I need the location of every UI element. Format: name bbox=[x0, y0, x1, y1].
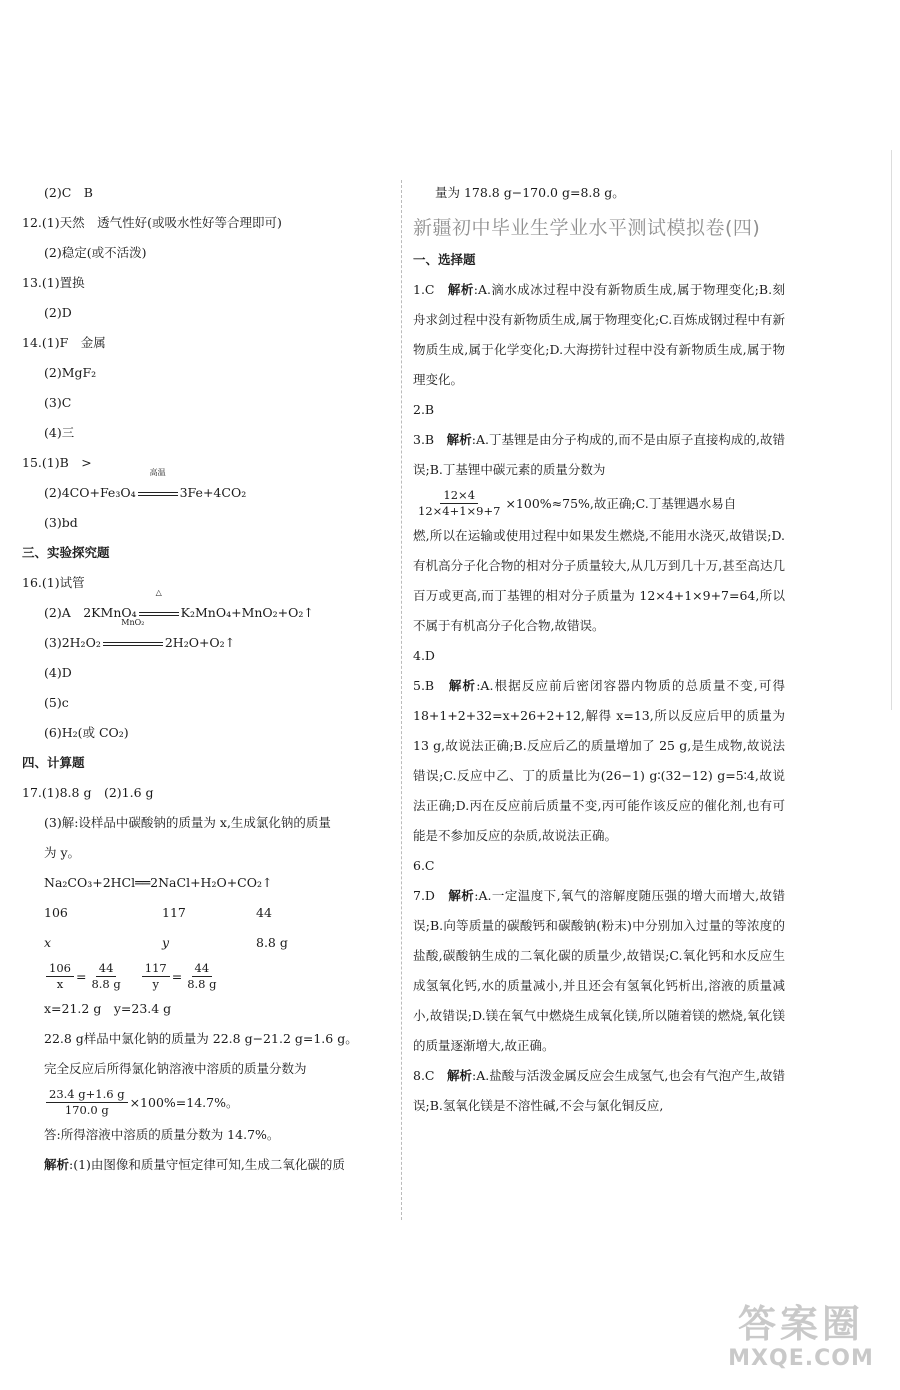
eq-left: (3)2H₂O₂ bbox=[44, 635, 101, 650]
page-edge-line bbox=[891, 150, 892, 710]
column-divider bbox=[401, 180, 403, 1220]
ratio-cell: 44 bbox=[256, 905, 272, 920]
analysis-text: :A.滴水成冰过程中没有新物质生成,属于物理变化;B.刻舟求剑过程中没有新物质生成,属于物理变化;C.百炼成钢过程中有新物质生成,属于化学变化;D.大海捞针过程中没有新物质生成,属于物理变化。 bbox=[413, 282, 785, 387]
answer-line: (3)C bbox=[44, 395, 72, 410]
answer-line: (5)c bbox=[44, 695, 69, 710]
ratio-cell: 8.8 g bbox=[256, 935, 288, 950]
fraction-tail: ×100%≈75%,故正确;C.丁基锂遇水易自 bbox=[505, 496, 737, 511]
watermark-url: MXQE.COM bbox=[728, 1346, 874, 1371]
analysis-text: :A.盐酸与活泼金属反应会生成氢气,也会有气泡产生,故错误;B.氢氧化镁是不溶性碱,不会与氯化铜反应, bbox=[413, 1068, 785, 1113]
equation-line: Na₂CO₃+2HCl══2NaCl+H₂O+CO₂↑ bbox=[44, 875, 273, 890]
denominator: 8.8 g bbox=[187, 976, 217, 991]
analysis-label: 解析 bbox=[447, 1068, 473, 1083]
ratio-row bbox=[22, 928, 392, 958]
analysis-label: 解析 bbox=[44, 1157, 70, 1172]
reaction-condition bbox=[138, 468, 178, 508]
question-4: 4.D bbox=[413, 648, 435, 663]
question-8 bbox=[413, 1061, 785, 1121]
answer-line: 量为 178.8 g−170.0 g=8.8 g。 bbox=[435, 185, 625, 200]
equation-line bbox=[22, 468, 392, 508]
ratio-cell: 117 bbox=[162, 905, 186, 920]
analysis-label: 解析 bbox=[446, 432, 472, 447]
numerator: 23.4 g+1.6 g bbox=[46, 1087, 128, 1103]
answer-line: 14.(1)F 金属 bbox=[22, 335, 106, 350]
question-number: 1.C bbox=[413, 282, 448, 297]
denominator: x bbox=[56, 976, 64, 991]
eq-left: (2)A 2KMnO₄ bbox=[44, 605, 137, 620]
fraction bbox=[184, 961, 219, 992]
answer-line: (2)D bbox=[44, 305, 72, 320]
question-6: 6.C bbox=[413, 858, 435, 873]
fraction bbox=[46, 961, 74, 992]
denominator: 12×4+1×9+7 bbox=[418, 503, 501, 518]
question-number: 7.D bbox=[413, 888, 449, 903]
denominator: 170.0 g bbox=[64, 1102, 109, 1117]
question-number: 3.B bbox=[413, 432, 447, 447]
exam-title: 新疆初中毕业生学业水平测试模拟卷(四) bbox=[413, 217, 761, 239]
answer-line: 22.8 g样品中氯化钠的质量为 22.8 g−21.2 g=1.6 g。 bbox=[44, 1031, 358, 1046]
numerator: 117 bbox=[142, 961, 170, 977]
condition-text: 高温 bbox=[149, 468, 166, 477]
fraction bbox=[415, 488, 503, 519]
watermark-text: 答案圈 bbox=[737, 1302, 864, 1346]
reaction-condition bbox=[103, 618, 163, 658]
answer-line: (4)三 bbox=[44, 425, 75, 440]
fraction-tail: ×100%=14.7%。 bbox=[129, 1095, 239, 1110]
left-column bbox=[22, 178, 392, 1180]
answer-line: x=21.2 g y=23.4 g bbox=[44, 1001, 172, 1016]
answer-line: 为 y。 bbox=[44, 845, 81, 860]
answer-line: (2)稳定(或不活泼) bbox=[44, 245, 147, 260]
answer-line: 17.(1)8.8 g (2)1.6 g bbox=[22, 785, 154, 800]
condition-text: MnO₂ bbox=[121, 618, 145, 627]
question-2: 2.B bbox=[413, 402, 435, 417]
numerator: 44 bbox=[96, 961, 117, 977]
answer-line: (6)H₂(或 CO₂) bbox=[44, 725, 129, 740]
right-column bbox=[413, 178, 785, 1121]
analysis-text: :A.丁基锂是由分子构成的,而不是由原子直接构成的,故错误;B.丁基锂中碳元素的质量分数为 bbox=[413, 432, 785, 477]
section-heading: 四、计算题 bbox=[22, 755, 85, 770]
question-number: 8.C bbox=[413, 1068, 448, 1083]
answer-line: (4)D bbox=[44, 665, 72, 680]
numerator: 12×4 bbox=[440, 488, 478, 504]
equation-line bbox=[22, 588, 392, 628]
watermark-logo bbox=[716, 1302, 886, 1380]
ratio-cell: y bbox=[162, 935, 170, 950]
fraction bbox=[46, 1087, 128, 1118]
fraction bbox=[142, 961, 170, 992]
numerator: 44 bbox=[192, 961, 213, 977]
analysis-label: 解析 bbox=[448, 678, 477, 693]
analysis-text: :(1)由图像和质量守恒定律可知,生成二氧化碳的质 bbox=[69, 1157, 345, 1172]
ratio-cell: x bbox=[44, 935, 52, 950]
denominator: y bbox=[152, 976, 159, 991]
analysis-text: :A.根据反应前后密闭容器内物质的总质量不变,可得 18+1+2+32=x+26+2+12,解得 x=13,所以反应后甲的质量为 13 g,故说法正确;B.反应后乙的质量增加了 25 g,是生成物,故说法错误;C.反应中乙、丁的质量比为(26−1) g∶(32−12) g=5∶4,故说法正确;D.丙在反应前后质量不变,丙可能作该反应的催化剂,也有可能是不参加反应的杂质,故说法正确。 bbox=[413, 678, 785, 843]
ratio-row bbox=[22, 898, 392, 928]
analysis-label: 解析 bbox=[447, 282, 474, 297]
question-3 bbox=[413, 425, 785, 485]
answer-line: 13.(1)置换 bbox=[22, 275, 85, 290]
answer-line: (3)解:设样品中碳酸钠的质量为 x,生成氯化钠的质量 bbox=[44, 815, 331, 830]
eq-left: (2)4CO+Fe₃O₄ bbox=[44, 485, 136, 500]
question-5 bbox=[413, 671, 785, 851]
ratio-cell: 106 bbox=[44, 905, 68, 920]
answer-line: 答:所得溶液中溶质的质量分数为 14.7%。 bbox=[44, 1127, 280, 1142]
answer-line: 12.(1)天然 透气性好(或吸水性好等合理即可) bbox=[22, 215, 282, 230]
answer-line: 16.(1)试管 bbox=[22, 575, 85, 590]
analysis-text: 燃,所以在运输或使用过程中如果发生燃烧,不能用水浇灭,故错误;D.有机高分子化合物的相对分子质量较大,从几万到几十万,甚至高达几百万或更高,而丁基锂的相对分子质量为 12×4+1×9+7=64,所以不属于有机高分子化合物,故错误。 bbox=[413, 528, 785, 633]
eq-right: 3Fe+4CO₂ bbox=[179, 485, 247, 500]
answer-line: (2)MgF₂ bbox=[44, 365, 97, 380]
mass-fraction-line bbox=[413, 485, 785, 521]
answer-line: (2)C B bbox=[44, 185, 93, 200]
question-1 bbox=[413, 275, 785, 395]
condition-text: △ bbox=[155, 588, 162, 597]
eq-right: K₂MnO₄+MnO₂+O₂↑ bbox=[180, 605, 314, 620]
analysis-label: 解析 bbox=[448, 888, 475, 903]
analysis-text: :A.一定温度下,氧气的溶解度随压强的增大而增大,故错误;B.向等质量的碳酸钙和碳酸钠(粉末)中分别加入过量的等浓度的盐酸,碳酸钠生成的二氧化碳的质量少,故错误;C.氧化钙和水反应生成氢氧化钙,水的质量减小,并且还会有氢氧化钙析出,溶液的质量减小,故错误;D.镁在氧气中燃烧生成氧化镁,所以随着镁的燃烧,氧化镁的质量逐渐增大,故正确。 bbox=[413, 888, 785, 1053]
section-heading: 三、实验探究题 bbox=[22, 545, 110, 560]
question-7 bbox=[413, 881, 785, 1061]
percentage-line bbox=[22, 1084, 392, 1120]
equation-line bbox=[22, 618, 392, 658]
answer-line: 15.(1)B > bbox=[22, 455, 92, 470]
denominator: 8.8 g bbox=[91, 976, 121, 991]
proportion-line: $\frac{106}{x}$ = $\frac{44}{8.8 g}$ $\frac{117}{y}$ = $\frac{44}{8.8 g}$ bbox=[22, 958, 392, 994]
question-number: 5.B bbox=[413, 678, 449, 693]
analysis-line bbox=[22, 1150, 392, 1180]
fraction bbox=[88, 961, 123, 992]
section-heading: 一、选择题 bbox=[413, 252, 476, 267]
eq-right: 2H₂O+O₂↑ bbox=[164, 635, 236, 650]
answer-line: (3)bd bbox=[44, 515, 78, 530]
answer-line: 完全反应后所得氯化钠溶液中溶质的质量分数为 bbox=[44, 1061, 307, 1076]
numerator: 106 bbox=[46, 961, 74, 977]
